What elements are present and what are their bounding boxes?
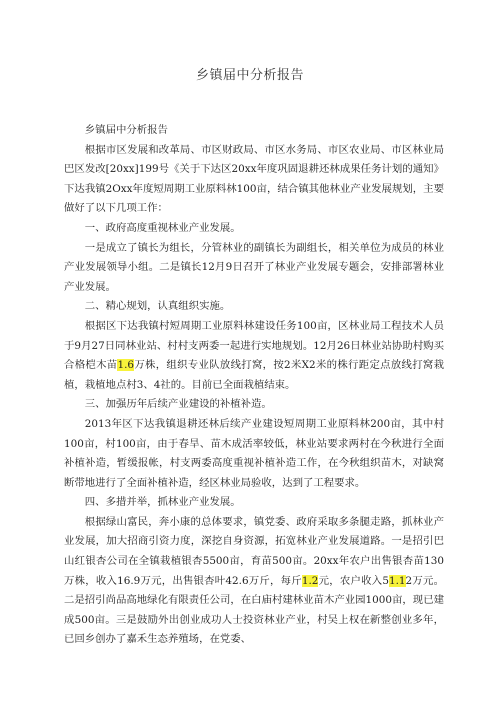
text-run: 一、政府高度重视林业产业发展。: [84, 221, 241, 234]
paragraph: [64, 493, 444, 513]
text-run: 一是成立了镇长为组长，分管林业的副镇长为副组长，相关单位为成员的林业产业发展领导小组。二是镇长12月9日召开了林业产业发展专题会，安排部署林业产业发展。: [64, 241, 444, 293]
text-run: 三、加强历年后续产业建设的补植补造。: [84, 398, 272, 411]
text-run: 乡镇届中分析报告: [84, 124, 168, 136]
document-body: [64, 121, 444, 650]
text-run: 根据区下达我镇村短周期工业原料林建设任务100亩，区林业局工程技术人员于9月27日同林业站、村村支两委一起进行实地规划。12月26日林业站协助村购买合格桤木苗: [64, 319, 444, 372]
paragraph: [64, 317, 444, 395]
text-run: 2013年区下达我镇退耕还林后续产业建设短周期工业原料林200亩，其中村100亩，村100亩，由于春旱、苗木成活率较低，林业站要求两村在今秋进行全面补植补造，暂缓报帐，村支两委高度重视补植补造工作，在今秋组织苗木，对缺窝断带地进行了全面补植补造，经区林业局验收，达到了工程要求。: [64, 417, 444, 489]
page-title: 乡镇届中分析报告: [195, 68, 304, 83]
paragraph: [64, 297, 444, 317]
text-run: 根据市区发展和改革局、市区财政局、市区水务局、市区农业局、市区林业局巴区发改[20xx]199号《关于下达区20xx年度巩固退耕还林成果任务计划的通知》下达我镇2Oxx年度短周期工业原料林100亩，结合镇其他林业产业发展规划，主要做好了以下几项工作：: [64, 143, 444, 215]
text-run: 万株，组织专业队放线打窝，按2米X2米的株行距定点放线打窝栽植，栽植地点村3、4社的。目前已全面栽植结束。: [64, 359, 445, 391]
text-run: 2万元。二是招引尚品高地绿化有限责任公司，在白庙村建林业苗木产业园1000亩，现已建成500亩。三是鼓励外出创业成功人士投资林业产业，村吴上权在新整创业多年，已回乡创办了嘉禾生态养殖场，在党委、: [64, 574, 444, 646]
text-run: 根据绿山富民，奔小康的总体要求，镇党委、政府采取多条腿走路，抓林业产业发展，加大招商引资力度，深挖自身资源，拓宽林业产业发展道路。一是招引巴山红银杏公司在全镇栽植银杏5500亩，育苗500亩。20xx年农户出售银杏苗130万株，收入16.9万元，出售银杏叶42.6万斤，每斤: [64, 515, 444, 587]
highlighted-text: 1.2: [301, 574, 319, 587]
paragraph: [64, 513, 444, 650]
paragraph: [64, 219, 444, 239]
text-run: 元，农户收入5: [318, 574, 389, 587]
highlighted-text: 1.1: [388, 574, 406, 587]
paragraph: [64, 141, 444, 219]
paragraph: [64, 239, 444, 298]
text-run: 二、精心规划，认真组织实施。: [84, 300, 231, 313]
highlighted-text: 1.6: [117, 359, 135, 372]
paragraph: [64, 415, 444, 493]
text-run: 四、多措并举，抓林业产业发展。: [84, 496, 241, 509]
paragraph: [64, 121, 444, 141]
paragraph: [64, 395, 444, 415]
